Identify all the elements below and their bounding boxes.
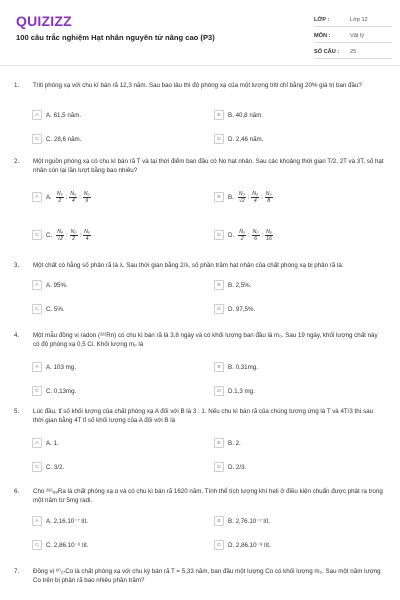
answer-option-a[interactable] (32, 189, 92, 205)
option-letter-badge: B (214, 516, 224, 526)
option-text: A. 103 mg. (46, 363, 76, 371)
quiz-title: 100 câu trắc nghiệm Hạt nhân nguyên tử nâng cao (P3) (16, 33, 215, 42)
option-letter-badge: C (32, 462, 42, 472)
answer-option-d[interactable] (214, 227, 274, 243)
fraction (265, 191, 273, 204)
fraction-numerator: N₀ (83, 190, 90, 197)
answer-option-d[interactable] (214, 386, 255, 396)
fraction-separator: ; (247, 194, 250, 200)
option-text: B. 40,8 năm. (228, 111, 264, 119)
fraction (56, 191, 64, 204)
fraction-denominator: 4 (71, 197, 75, 204)
option-prefix: B. (228, 193, 234, 201)
fraction-denominator: 2 (58, 197, 62, 204)
answer-option-d[interactable] (214, 304, 255, 314)
question-list (0, 70, 400, 600)
option-letter-badge: B (214, 280, 224, 290)
answer-option-c[interactable] (32, 304, 65, 314)
question-number: 3. (14, 262, 20, 269)
question-text: Một nguồn phóng xạ có chu kì bán rã T và tại thời điểm ban đầu có No hạt nhân. Sau các khoảng thời gian T/2, 2T và 3T, số hạt nhân còn lại lần lượt bằng bao nhiêu? (33, 158, 384, 174)
question-number: 5. (14, 408, 20, 415)
fraction-group (55, 191, 92, 204)
fraction-denominator: √2 (57, 235, 64, 242)
fraction-numerator: N₀ (265, 190, 272, 197)
meta-value: Lớp 12 (350, 17, 368, 23)
option-letter-badge: B (214, 438, 224, 448)
option-text: A. 1. (46, 439, 59, 447)
fraction-group (237, 191, 274, 204)
fraction-numerator: N₀ (56, 190, 63, 197)
option-letter-badge: C (32, 386, 42, 396)
meta-value: 25 (350, 49, 357, 55)
option-text: D. 97,5%. (228, 305, 256, 313)
answer-option-b[interactable] (214, 280, 251, 290)
option-text: C. 28,6 năm. (46, 135, 82, 143)
fraction (83, 229, 91, 242)
fraction (251, 191, 259, 204)
fraction-numerator: N₀ (238, 190, 245, 197)
fraction-numerator: N₀ (252, 228, 259, 235)
answer-option-a[interactable] (32, 438, 59, 448)
option-letter-badge: C (32, 230, 42, 240)
option-letter-badge: A (32, 516, 42, 526)
fraction-denominator: 8 (267, 197, 271, 204)
fraction-numerator: N₀ (252, 190, 259, 197)
fraction-denominator: 4 (253, 197, 257, 204)
fraction-group (55, 229, 92, 242)
option-letter-badge: D (214, 134, 224, 144)
fraction-denominator: 9 (85, 197, 89, 204)
option-prefix: D. (228, 231, 235, 239)
question-text: Một chất có hằng số phân rã là λ. Sau thời gian bằng 2/λ, số phần trăm hạt nhân của chất phóng xạ bị phân rã là: (33, 262, 344, 269)
option-letter-badge: C (32, 304, 42, 314)
fraction-numerator: N₀ (70, 190, 77, 197)
option-letter-badge: B (214, 362, 224, 372)
option-text: D. 2,86.10⁻⁸ lít. (228, 541, 271, 549)
option-letter-badge: A (32, 110, 42, 120)
fraction-numerator: N₀ (57, 228, 64, 235)
option-letter-badge: A (32, 362, 42, 372)
option-letter-badge: C (32, 134, 42, 144)
option-letter-badge: A (32, 192, 42, 202)
answer-option-b[interactable] (214, 362, 258, 372)
question-number: 4. (14, 332, 20, 339)
fraction-denominator: 2 (72, 235, 76, 242)
answer-option-a[interactable] (32, 516, 88, 526)
option-text: C. 5%. (46, 305, 65, 313)
quiz-meta (314, 14, 392, 62)
answer-option-a[interactable] (32, 110, 81, 120)
option-text: C. 2,86.10⁻⁶ lít. (46, 541, 89, 549)
meta-row-class (314, 14, 392, 27)
option-prefix: C. (46, 231, 53, 239)
question-number: 7. (14, 568, 20, 575)
meta-label: SỐ CÂU : (314, 49, 340, 55)
option-text: A. 61,5 năm. (46, 111, 82, 119)
fraction-separator: ; (66, 232, 68, 238)
fraction-numerator: N₀ (266, 228, 272, 235)
option-letter-badge: A (32, 438, 42, 448)
quizizz-logo: QUIZIZZ (16, 13, 72, 29)
fraction-denominator: √2 (238, 197, 245, 204)
question-number: 2. (14, 158, 20, 165)
answer-option-c[interactable] (32, 462, 64, 472)
question-text: Lúc đầu, tỉ số khối lượng của chất phóng xạ A đối với B là 3 : 1. Nếu chu kì bán rã của chúng tương ứng là T và 4T/3 thì sau thời gian bằng 4T tỉ số khối lượng của A đối với B là (33, 408, 374, 424)
answer-option-b[interactable] (214, 516, 270, 526)
answer-option-d[interactable] (214, 540, 271, 550)
option-text: B. 2. (228, 439, 241, 447)
option-text: B. 2,5%. (228, 281, 252, 289)
fraction-denominator: 4 (85, 235, 89, 242)
fraction-separator: ; (261, 232, 264, 238)
question-number: 6. (14, 488, 20, 495)
answer-option-b[interactable] (214, 438, 241, 448)
question-text: Cho ²²⁶₈₈Ra là chất phóng xạ α và có chu kì bán rã 1620 năm. Tính thể tích lượng khí heli ở điều kiện chuẩn được phát ra trong một năm từ 5mg radi. (33, 488, 383, 504)
fraction (238, 191, 246, 204)
option-letter-badge: B (214, 110, 224, 120)
option-text: B. 2,76.10⁻⁷ lít. (228, 517, 270, 525)
meta-row-question-count (314, 46, 392, 59)
fraction-separator: ; (79, 232, 82, 238)
answer-option-c[interactable] (32, 386, 76, 396)
answer-option-d[interactable] (214, 462, 246, 472)
option-text: D. 2,46 năm. (228, 135, 264, 143)
meta-label: LỚP : (314, 17, 330, 23)
fraction-denominator: 2 (240, 235, 244, 242)
fraction (70, 229, 78, 242)
fraction (83, 191, 91, 204)
fraction-numerator: N₀ (239, 228, 246, 235)
answer-option-c[interactable] (32, 227, 92, 243)
option-letter-badge: D (214, 462, 224, 472)
fraction-denominator: 6 (254, 235, 258, 242)
meta-label: MÔN : (314, 33, 331, 39)
answer-option-d[interactable] (214, 134, 263, 144)
option-letter-badge: D (214, 386, 224, 396)
fraction-denominator: 16 (266, 235, 272, 242)
option-letter-badge: D (214, 304, 224, 314)
option-text: A. 95%. (46, 281, 68, 289)
meta-row-subject (314, 30, 392, 43)
question-number: 1. (14, 82, 20, 89)
fraction (69, 191, 77, 204)
fraction-group (237, 229, 274, 242)
answer-option-b[interactable] (214, 110, 263, 120)
answer-option-c[interactable] (32, 540, 89, 550)
option-letter-badge: C (32, 540, 42, 550)
option-text: C. 0,13mg. (46, 387, 77, 395)
answer-option-c[interactable] (32, 134, 81, 144)
fraction-separator: ; (248, 232, 250, 238)
answer-option-a[interactable] (32, 280, 68, 290)
fraction (238, 229, 246, 242)
answer-option-a[interactable] (32, 362, 76, 372)
worksheet-header (0, 0, 400, 66)
fraction-numerator: N₀ (84, 228, 90, 235)
meta-value: Vật lý (350, 33, 364, 39)
fraction (252, 229, 260, 242)
fraction-numerator: N₀ (70, 228, 77, 235)
option-prefix: A. (46, 193, 52, 201)
question-text: Triti phóng xạ với chu kì bán rã 12,3 năm. Sau bao lâu thì độ phóng xạ của một lượng triti chỉ bằng 20% giá trị ban đầu? (33, 82, 362, 89)
option-text: B. 0,31mg. (228, 363, 258, 371)
fraction-separator: ; (79, 194, 81, 200)
answer-option-b[interactable] (214, 189, 274, 205)
question-text: Đồng vị ⁶⁰₂₇Co là chất phóng xạ với chu kỳ bán rã T = 5,33 năm, ban đầu một lượng Co có khối lượng m₀. Sau một năm lượng Co trên bị phân rã bao nhiêu phần trăm? (33, 568, 381, 584)
option-text: D.1,3 mg. (228, 387, 255, 395)
option-text: C. 3/2. (46, 463, 65, 471)
question-text: Một mẫu đồng vị radon (²²²Rn) có chu kì bán rã là 3,8 ngày và có khối lượng ban đầu là m₀. Sau 19 ngày, khối lượng chất này có độ phóng xạ 0,5 Ci. Khối lượng m₀ là (33, 332, 378, 348)
option-text: A. 2,16.10⁻⁷ lít. (46, 517, 88, 525)
option-letter-badge: B (214, 192, 224, 202)
option-text: D. 2/3. (228, 463, 247, 471)
option-letter-badge: D (214, 540, 224, 550)
option-letter-badge: A (32, 280, 42, 290)
fraction (265, 229, 273, 242)
fraction-separator: ; (261, 194, 263, 200)
fraction (56, 229, 64, 242)
fraction-separator: ; (65, 194, 68, 200)
option-letter-badge: D (214, 230, 224, 240)
